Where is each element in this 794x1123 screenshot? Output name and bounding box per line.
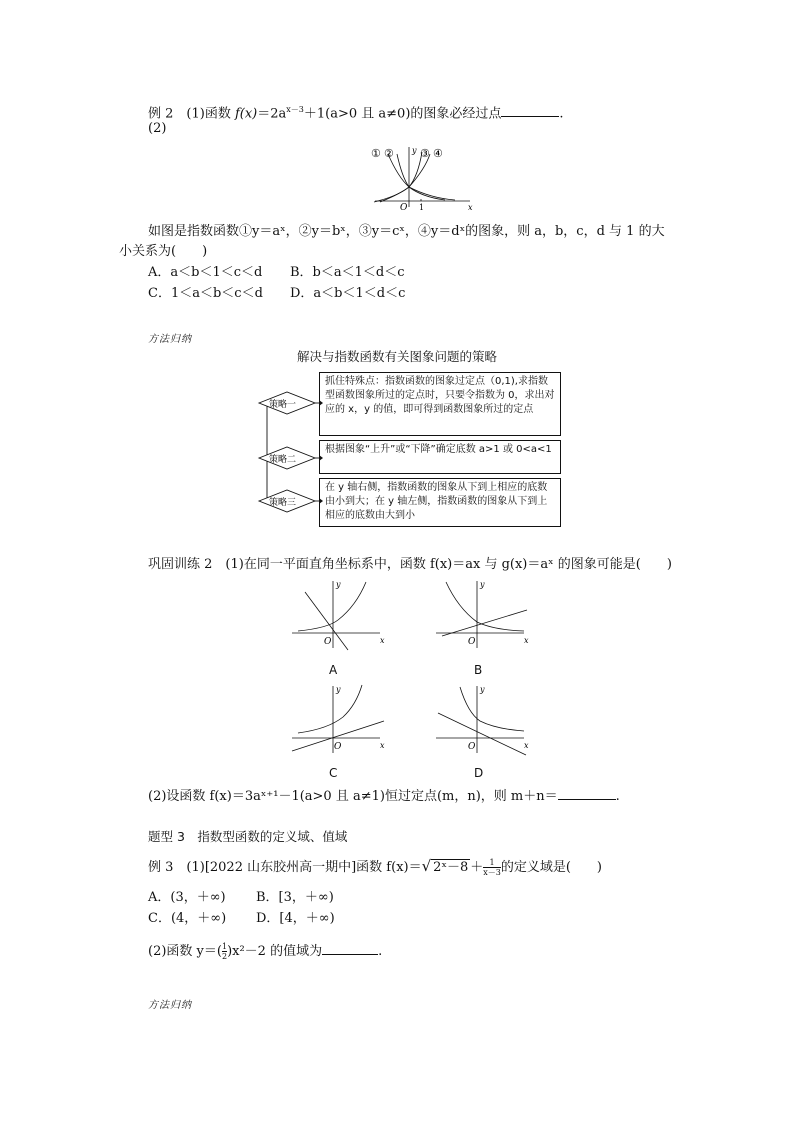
graph-a <box>288 578 398 658</box>
label-x: x <box>524 741 529 750</box>
half-num: 1 <box>221 942 228 951</box>
label-y: y <box>336 685 341 694</box>
curve-3 <box>388 154 455 200</box>
label-2: ② <box>384 147 394 160</box>
answer-blank[interactable] <box>322 942 378 955</box>
label-4: ④ <box>433 147 443 160</box>
ex2-part2-label: (2) <box>148 121 167 136</box>
ex2-option-c[interactable]: C．1＜a＜b＜c＜d <box>148 286 263 301</box>
ex2-part1 <box>148 101 564 123</box>
curve-1 <box>374 154 430 202</box>
label-x: x <box>468 203 473 212</box>
ex3-option-c[interactable]: C．(4，＋∞) <box>148 911 227 926</box>
topic3-heading: 题型 3 指数型函数的定义域、值域 <box>148 829 348 844</box>
label-y: y <box>336 580 341 589</box>
graph-c <box>288 683 398 763</box>
answer-blank[interactable] <box>501 104 559 117</box>
ex3-option-d[interactable]: D．[4，＋∞) <box>256 911 335 926</box>
practice2-part2-end: . <box>615 789 620 804</box>
ex3-option-a[interactable]: A．(3，＋∞) <box>148 890 226 905</box>
ex2-end: . <box>559 106 564 122</box>
exponential-curve <box>298 582 366 631</box>
label-x: x <box>524 636 529 645</box>
label-x: x <box>380 741 385 750</box>
strategy-label-1: 策略一 <box>269 400 297 410</box>
graph-b <box>432 578 542 658</box>
label-y: y <box>480 580 485 589</box>
curve-4 <box>397 154 445 200</box>
linear-line <box>442 610 527 636</box>
strategy-label-3: 策略三 <box>269 498 297 508</box>
exponential-curve <box>460 687 524 731</box>
strategy-title: 解决与指数函数有关图象问题的策略 <box>296 349 497 364</box>
ex2-rest: ＋1(a>0 且 a≠0)的图象必经过点 <box>303 106 502 122</box>
label-origin: O <box>324 637 332 647</box>
label-origin: O <box>468 742 476 752</box>
ex2-eq: ＝2a <box>257 106 287 122</box>
label-origin: O <box>468 637 476 647</box>
ex3-part1-pre: 例 3 (1)[2022 山东胶州高一期中]函数 f(x)＝ <box>148 860 422 875</box>
label-3: ③ <box>420 147 430 160</box>
sqrt-sign: √ <box>421 857 432 875</box>
frac-num: 1 <box>483 858 501 868</box>
caption-d[interactable]: D <box>474 766 484 780</box>
strategy-label-2: 策略二 <box>269 455 297 465</box>
ex2-fx: f(x) <box>234 106 258 122</box>
sqrt-content: 2ˣ－8 <box>433 860 469 875</box>
label-origin: O <box>400 203 408 213</box>
label-1: ① <box>371 147 381 160</box>
fraction <box>483 858 501 877</box>
frac-den: x－3 <box>483 868 501 877</box>
label-y: y <box>480 685 485 694</box>
caption-c[interactable]: C <box>329 766 338 780</box>
method-summary-1: 方法归纳 <box>148 334 192 345</box>
strategy-box-3: 在 y 轴右侧，指数函数的图象从下到上相应的底数由小到大；在 y 轴左侧，指数函数的图象从下到上相应的底数由大到小 <box>319 478 561 527</box>
practice2-part2 <box>148 787 620 806</box>
ex3-option-b[interactable]: B．[3，＋∞) <box>256 890 334 905</box>
practice2-part2-text: (2)设函数 f(x)＝3aˣ⁺¹－1(a>0 且 a≠1)恒过定点(m，n)，则 m＋n＝ <box>148 789 558 804</box>
ex2-question-line1: 如图是指数函数①y＝aˣ，②y＝bˣ，③y＝cˣ，④y＝dˣ的图象，则 a，b，c，d 与 1 的大 <box>148 224 665 239</box>
linear-line <box>438 713 526 755</box>
caption-b[interactable]: B <box>474 663 483 677</box>
label-y: y <box>412 146 417 155</box>
strategy-box-1: 抓住特殊点：指数函数的图象过定点（0,1),求指数型函数图象所过的定点时，只要令指数为 0，求出对应的 x，y 的值，即可得到函数图象所过的定点 <box>319 372 561 436</box>
ex3-part1-post: 的定义域是( ) <box>500 860 603 875</box>
label-one: 1 <box>419 203 425 212</box>
sqrt-expression <box>422 857 471 877</box>
label-origin: O <box>334 742 342 752</box>
graph-d <box>432 683 542 763</box>
practice2-part1: 巩固训练 2 (1)在同一平面直角坐标系中，函数 f(x)＝ax 与 g(x)＝aˣ 的图象可能是( ) <box>148 557 672 572</box>
exponential-curve <box>298 685 362 733</box>
answer-blank[interactable] <box>558 787 616 800</box>
ex2-option-a[interactable]: A．a＜b＜1＜c＜d <box>148 265 263 280</box>
plus-sign: ＋ <box>470 860 484 875</box>
ex2-exp: x－3 <box>286 105 304 114</box>
ex2-option-d[interactable]: D．a＜b＜1＜d＜c <box>290 286 406 301</box>
ex3-part1 <box>148 857 602 877</box>
method-summary-2: 方法归纳 <box>148 1000 192 1011</box>
strategy-box-2: 根据图象“上升”或“下降”确定底数 a>1 或 0<a<1 <box>319 440 561 474</box>
ex3-part2 <box>148 942 382 961</box>
ex3-part2-end: . <box>378 944 383 959</box>
exponential-curve <box>446 582 524 631</box>
ex3-part2-mid: )x²－2 的值域为 <box>227 944 323 959</box>
ex2-exponential-graph <box>370 144 480 212</box>
label-x: x <box>380 636 385 645</box>
ex3-part2-pre: (2)函数 y＝( <box>148 944 222 959</box>
ex2-option-b[interactable]: B．b＜a＜1＜d＜c <box>290 265 405 280</box>
ex2-label: 例 2 (1)函数 <box>148 106 235 122</box>
ex2-question-line2: 小关系为( ) <box>119 244 208 259</box>
half-den: 2 <box>221 952 228 961</box>
caption-a[interactable]: A <box>329 663 338 677</box>
